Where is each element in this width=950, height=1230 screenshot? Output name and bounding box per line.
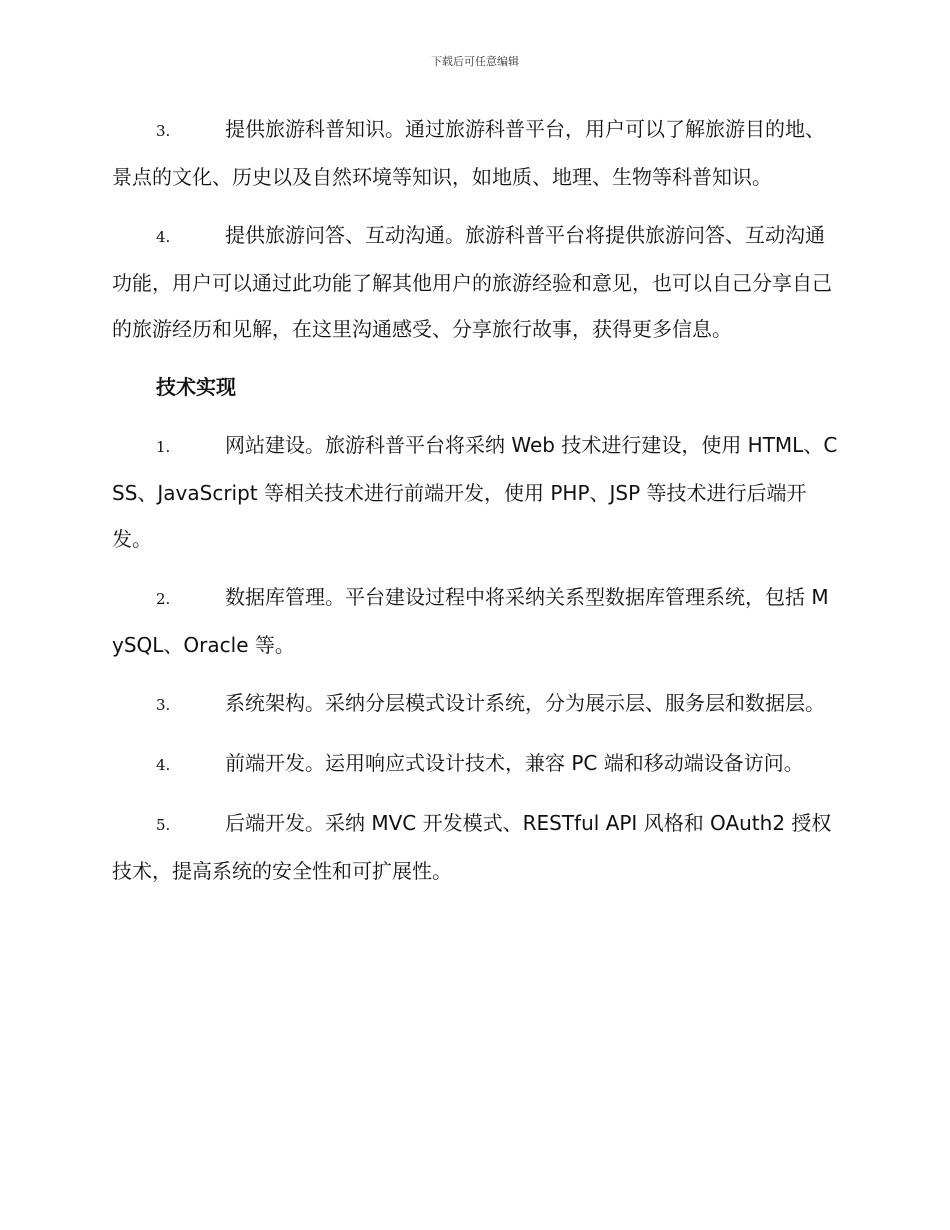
item-text: 提供旅游科普知识。通过旅游科普平台，用户可以了解旅游目的地、景点的文化、历史以及自然环境等知识，如地质、地理、生物等科普知识。 xyxy=(112,117,825,189)
section-heading: 技术实现 xyxy=(156,375,236,399)
list-item xyxy=(112,800,840,894)
item-number: 5. xyxy=(156,816,171,834)
item-number: 1. xyxy=(156,438,171,456)
list-item xyxy=(112,212,840,352)
document-body xyxy=(112,106,840,906)
list-item xyxy=(112,680,840,728)
item-text: 后端开发。采纳 MVC 开发模式、RESTful API 风格和 OAuth2 授权技术，提高系统的安全性和可扩展性。 xyxy=(112,811,832,883)
item-number: 4. xyxy=(156,756,171,774)
item-text: 网站建设。旅游科普平台将采纳 Web 技术进行建设，使用 HTML、CSS、JavaScript 等相关技术进行前端开发，使用 PHP、JSP 等技术进行后端开发。 xyxy=(112,433,838,551)
item-number: 2. xyxy=(156,590,171,608)
item-number: 3. xyxy=(156,122,171,140)
item-text: 系统架构。采纳分层模式设计系统，分为展示层、服务层和数据层。 xyxy=(225,691,825,715)
page-header: 下载后可任意编辑 xyxy=(431,55,519,68)
item-number: 4. xyxy=(156,228,171,246)
list-item xyxy=(112,740,840,788)
list-item xyxy=(112,574,840,668)
item-number: 3. xyxy=(156,696,171,714)
list-item xyxy=(112,422,840,562)
item-text: 提供旅游问答、互动沟通。旅游科普平台将提供旅游问答、互动沟通功能，用户可以通过此功能了解其他用户的旅游经验和意见，也可以自己分享自己的旅游经历和见解，在这里沟通感受、分享旅行故事，获得更多信息。 xyxy=(112,223,832,341)
item-text: 前端开发。运用响应式设计技术，兼容 PC 端和移动端设备访问。 xyxy=(225,751,804,775)
item-text: 数据库管理。平台建设过程中将采纳关系型数据库管理系统，包括 MySQL、Oracle 等。 xyxy=(112,585,829,657)
list-item xyxy=(112,106,840,200)
